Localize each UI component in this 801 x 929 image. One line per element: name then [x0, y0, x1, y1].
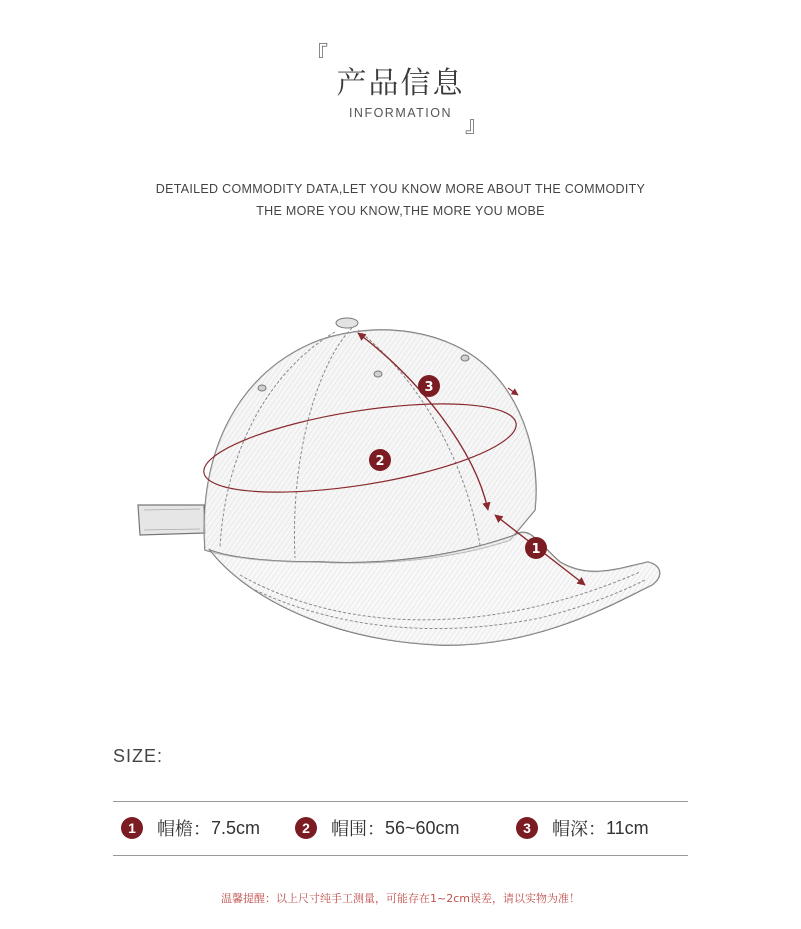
spec-label: 帽深：	[552, 819, 606, 840]
marker-2	[369, 449, 391, 471]
marker-1	[525, 537, 547, 559]
open-bracket: 『	[306, 43, 329, 68]
spec-label: 帽檐：	[157, 819, 211, 840]
svg-text:3: 3	[424, 380, 434, 395]
spec-value: 11cm	[606, 817, 649, 838]
number-badge: 3	[516, 817, 538, 839]
close-bracket: 』	[465, 113, 488, 138]
spec-brim	[121, 815, 260, 841]
measurement-note: 温馨提醒：以上尺寸纯手工测量，可能存在1~2cm误差，请以实物为准！	[221, 892, 580, 905]
cap-diagram	[120, 300, 680, 660]
svg-text:1: 1	[531, 542, 541, 557]
page-subtitle: INFORMATION	[348, 106, 453, 120]
spec-label: 帽围：	[331, 819, 385, 840]
size-heading: SIZE:	[113, 746, 164, 766]
svg-text:2: 2	[375, 454, 385, 469]
description-line-1: DETAILED COMMODITY DATA,LET YOU KNOW MORE ABOUT THE COMMODITY	[155, 182, 646, 196]
spec-depth	[516, 815, 649, 841]
cap-illustration-icon	[138, 318, 660, 645]
spec-value: 56~60cm	[385, 817, 460, 838]
spec-circumference	[295, 815, 460, 841]
divider-top	[113, 801, 688, 802]
page-title: 产品信息	[336, 66, 465, 101]
divider-bottom	[113, 855, 688, 856]
number-badge: 2	[295, 817, 317, 839]
number-badge: 1	[121, 817, 143, 839]
description-line-2: THE MORE YOU KNOW,THE MORE YOU MOBE	[256, 204, 545, 218]
marker-3	[418, 375, 440, 397]
spec-value: 7.5cm	[211, 817, 261, 838]
